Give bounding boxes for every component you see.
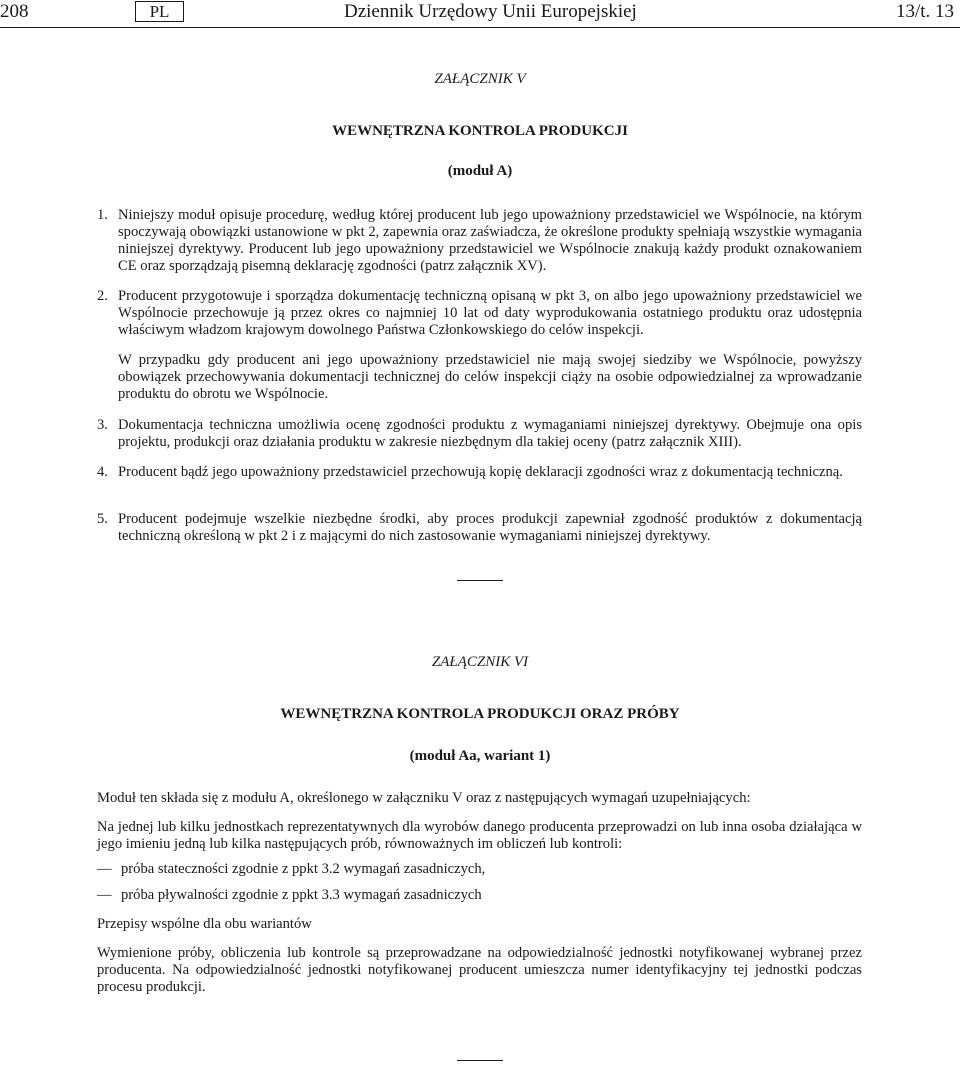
- annex-v-module: (moduł A): [447, 163, 513, 179]
- item-number: 4.: [97, 464, 108, 480]
- annex-v-item-5: [97, 511, 862, 545]
- section-separator-bottom: [457, 1060, 503, 1061]
- dash-marker: —: [97, 861, 112, 877]
- annex-v-item-1: [97, 207, 862, 275]
- annex-vi-common-heading: Przepisy wspólne dla obu wariantów: [97, 916, 312, 932]
- annex-v-item-3: [97, 417, 862, 451]
- page-header: [0, 0, 960, 24]
- issue-number: 13/t. 13: [895, 1, 954, 22]
- annex-v-title: WEWNĘTRZNA KONTROLA PRODUKCJI: [332, 123, 628, 139]
- item-number: 5.: [97, 511, 108, 527]
- header-divider: [0, 27, 960, 28]
- annex-v-item-4: [97, 464, 862, 481]
- page-number: 208: [0, 1, 29, 22]
- item-text: Producent przygotowuje i sporządza dokumentację techniczną opisaną w pkt 3, on albo jego upoważniony przedstawiciel we Wspólnocie przechowuje ją przez okres co najmniej 10 lat od daty wyprodukowania ostatniego produktu oraz udostępnia właściwym władzom krajowym dowolnego Państwa Członkowskiego do celów inspekcji.: [118, 288, 862, 338]
- item-text: Producent podejmuje wszelkie niezbędne środki, aby proces produkcji zapewniał zgodność produktów z dokumentacją techniczną określoną w pkt 2 i z mającymi do nich zastosowanie wymaganiami niniejszej dyrektywy.: [118, 511, 862, 544]
- annex-vi-title: WEWNĘTRZNA KONTROLA PRODUKCJI ORAZ PRÓBY: [280, 706, 680, 722]
- annex-vi-label: ZAŁĄCZNIK VI: [431, 654, 529, 670]
- annex-vi-dash-item-2: [97, 887, 862, 904]
- item-number: 2.: [97, 288, 108, 304]
- section-separator: [457, 580, 503, 581]
- annex-vi-module: (moduł Aa, wariant 1): [409, 748, 551, 764]
- item-number: 3.: [97, 417, 108, 433]
- dash-text: próba stateczności zgodnie z ppkt 3.2 wymagań zasadniczych,: [121, 861, 486, 877]
- annex-v-item-2: [97, 288, 862, 339]
- item-number: 1.: [97, 207, 108, 223]
- dash-text: próba pływalności zgodnie z ppkt 3.3 wymagań zasadniczych: [121, 887, 482, 903]
- annex-vi-final-paragraph: Wymienione próby, obliczenia lub kontrole są przeprowadzane na odpowiedzialność jednostki notyfikowanej wybranej przez producenta. Na odpowiedzialność jednostki notyfikowanej producent umieszcza numer identyfikacyjny tej jednostki podczas procesu produkcji.: [97, 945, 862, 995]
- annex-vi-dash-item-1: [97, 861, 862, 878]
- item-text: Niniejszy moduł opisuje procedurę, według której producent lub jego upoważniony przedstawiciel we Wspólnocie, na którym spoczywają obowiązki ustanowione w pkt 2, zapewnia oraz zaświadcza, że określone produkty spełniają wszystkie wymagania niniejszej dyrektywy. Producent lub jego upoważniony przedstawiciel we Wspólnocie znakują każdy produkt oznakowaniem CE oraz sporządzają pisemną deklarację zgodności (patrz załącznik XV).: [118, 207, 862, 274]
- language-code: PL: [135, 1, 184, 22]
- annex-vi-intro: Moduł ten składa się z modułu A, określonego w załączniku V oraz z następujących wymagań uzupełniających:: [97, 790, 751, 806]
- annex-v-item-2-paragraph: W przypadku gdy producent ani jego upoważniony przedstawiciel nie mają swojej siedziby we Wspólnocie, powyższy obowiązek przechowywania dokumentacji technicznej do celów inspekcji ciąży na osobie odpowiedzialnej za wprowadzanie produktu do obrotu we Wspólnocie.: [118, 352, 862, 402]
- annex-v-label: ZAŁĄCZNIK V: [434, 71, 526, 87]
- dash-marker: —: [97, 887, 112, 903]
- item-text: Producent bądź jego upoważniony przedstawiciel przechowują kopię deklaracji zgodności wraz z dokumentacją techniczną.: [118, 464, 843, 480]
- journal-title: Dziennik Urzędowy Unii Europejskiej: [344, 1, 637, 22]
- item-text: Dokumentacja techniczna umożliwia ocenę zgodności produktu z wymaganiami niniejszej dyrektywy. Obejmuje ona opis projektu, produkcji oraz działania produktu w zakresie niezbędnym dla takiej oceny (patrz załącznik XIII).: [118, 417, 862, 450]
- annex-vi-paragraph-1: Na jednej lub kilku jednostkach reprezentatywnych dla wyrobów danego producenta przeprowadzi on lub inna osoba działająca w jego imieniu jedną lub kilka następujących prób, równoważnych im obliczeń lub kontroli:: [97, 819, 862, 852]
